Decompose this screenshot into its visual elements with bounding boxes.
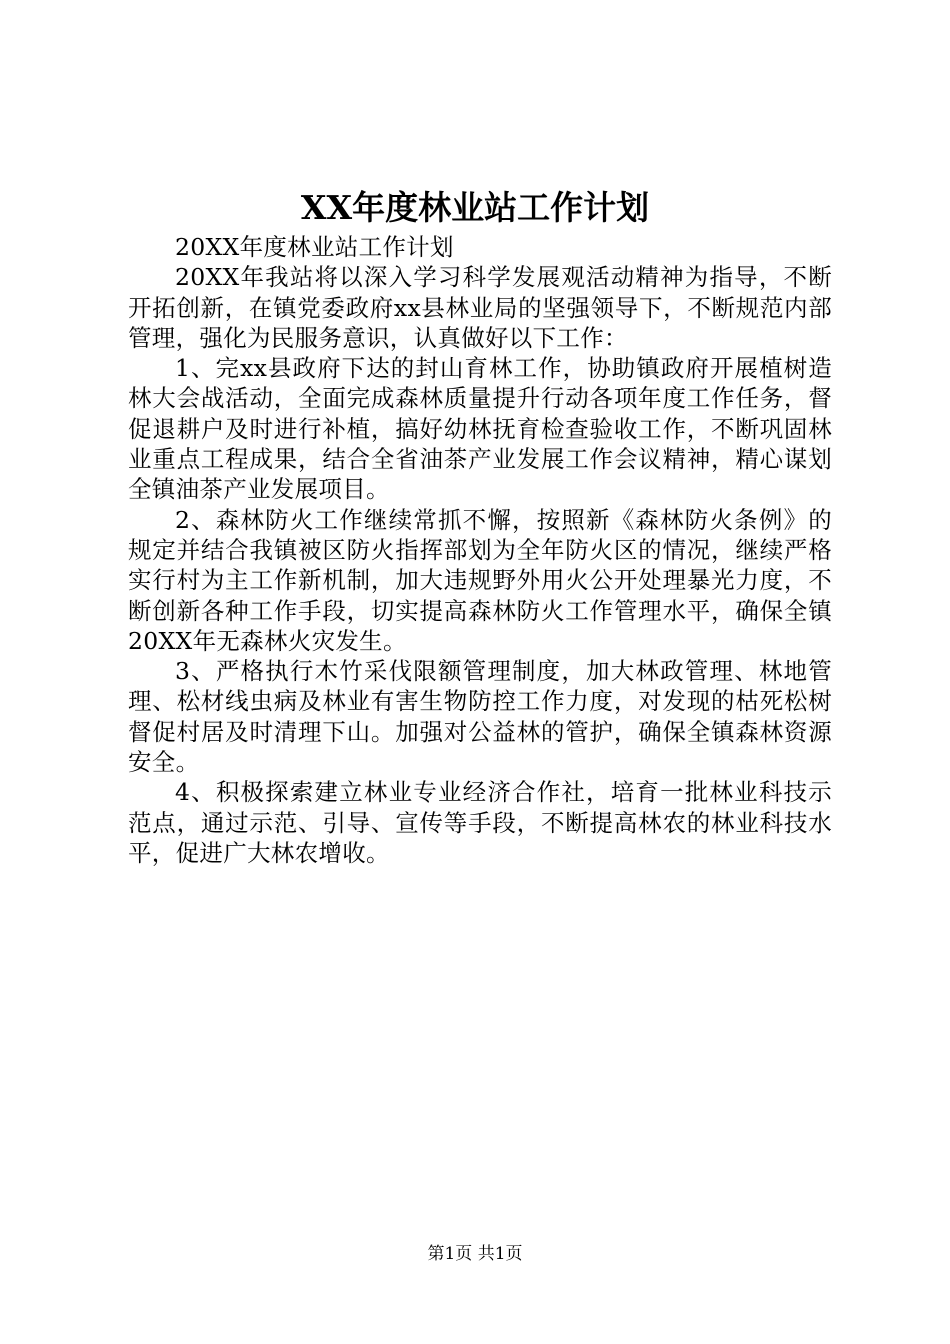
paragraph-intro: 20XX年我站将以深入学习科学发展观活动精神为指导，不断开拓创新，在镇党委政府xx县林业局的坚强领导下，不断规范内部管理，强化为民服务意识，认真做好以下工作： bbox=[128, 263, 832, 352]
document-body bbox=[128, 232, 832, 868]
document-title: XX年度林业站工作计划 bbox=[300, 188, 650, 227]
paragraph-item-2: 2、森林防火工作继续常抓不懈，按照新《森林防火条例》的规定并结合我镇被区防火指挥部划为全年防火区的情况，继续严格实行村为主工作新机制，加大违规野外用火公开处理暴光力度，不断创新各种工作手段，切实提高森林防火工作管理水平，确保全镇20XX年无森林火灾发生。 bbox=[128, 505, 832, 655]
paragraph-item-3: 3、严格执行木竹采伐限额管理制度，加大林政管理、林地管理、松材线虫病及林业有害生物防控工作力度，对发现的枯死松树督促村居及时清理下山。加强对公益林的管护，确保全镇森林资源安全。 bbox=[128, 657, 832, 777]
page-footer: 第1页 共1页 bbox=[427, 1244, 523, 1264]
paragraph-subtitle: 20XX年度林业站工作计划 bbox=[175, 233, 454, 261]
paragraph-item-4: 4、积极探索建立林业专业经济合作社，培育一批林业科技示范点，通过示范、引导、宣传等手段，不断提高林农的林业科技水平，促进广大林农增收。 bbox=[128, 778, 832, 867]
paragraph-item-1: 1、完xx县政府下达的封山育林工作，协助镇政府开展植树造林大会战活动，全面完成森林质量提升行动各项年度工作任务，督促退耕户及时进行补植，搞好幼林抚育检查验收工作，不断巩固林业重点工程成果，结合全省油茶产业发展工作会议精神，精心谋划全镇油茶产业发展项目。 bbox=[128, 354, 832, 504]
